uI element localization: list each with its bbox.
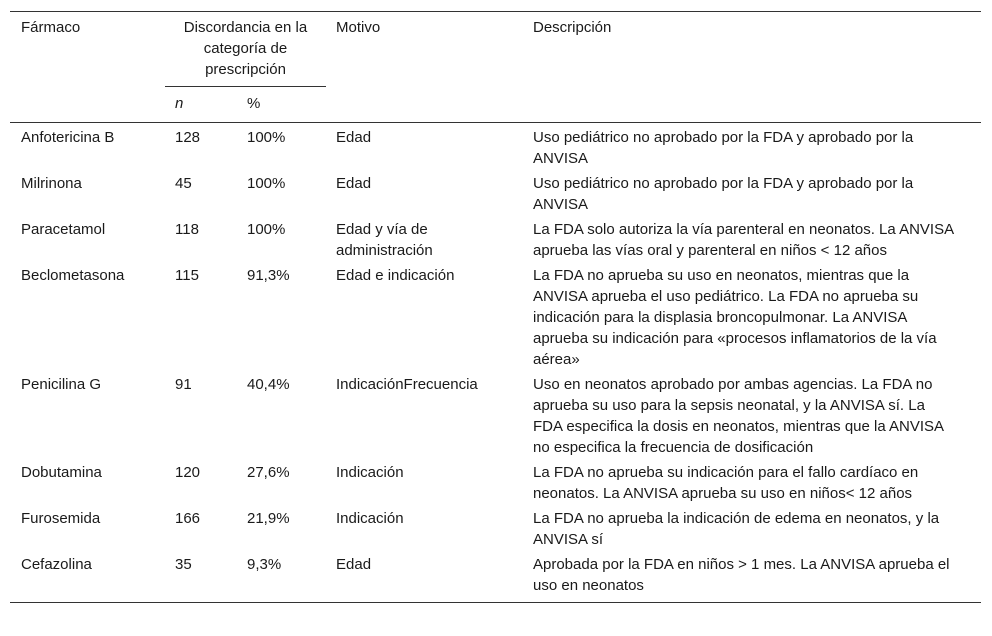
table-row (10, 371, 981, 459)
header-n: n (165, 87, 237, 123)
cell-descripcion: Uso pediátrico no aprobado por la FDA y aprobado por la ANVISA (533, 129, 914, 167)
cell-pct: 91,3% (247, 267, 290, 284)
table-row (10, 216, 981, 262)
cell-pct: 100% (247, 175, 286, 192)
cell-pct: 100% (247, 129, 286, 146)
cell-descripcion: Uso pediátrico no aprobado por la FDA y aprobado por la ANVISA (533, 175, 914, 213)
cell-farmaco: Dobutamina (21, 464, 102, 481)
header-descripcion: Descripción (533, 19, 612, 36)
cell-motivo: Edad (336, 175, 372, 192)
cell-motivo: Edad e indicación (336, 267, 455, 284)
cell-n: 118 (175, 221, 199, 238)
cell-pct: 40,4% (247, 376, 290, 393)
cell-n: 45 (175, 175, 192, 192)
cell-n: 166 (175, 510, 201, 527)
cell-motivo: Indicación (336, 464, 404, 481)
cell-descripcion: La FDA no aprueba su uso en neonatos, mientras que la ANVISA aprueba el uso pediátrico. La FDA no aprueba su indicación para la displasia broncopulmonar. La ANVISA aprueba su indicación para «procesos inflamatorios de la vía aérea» (533, 267, 937, 368)
cell-n: 115 (175, 267, 199, 284)
table-row (10, 170, 981, 216)
cell-pct: 27,6% (247, 464, 290, 481)
cell-motivo: Edad (336, 129, 372, 146)
cell-descripcion: La FDA solo autoriza la vía parenteral en neonatos. La ANVISA aprueba las vías oral y parenteral en niños < 12 años (533, 221, 954, 259)
table-row (10, 459, 981, 505)
cell-pct: 9,3% (247, 556, 282, 573)
cell-descripcion: La FDA no aprueba su indicación para el fallo cardíaco en neonatos. La ANVISA aprueba su uso en niños< 12 años (533, 464, 919, 502)
cell-farmaco: Cefazolina (21, 556, 92, 573)
cell-motivo: Edad (336, 556, 372, 573)
cell-farmaco: Anfotericina B (21, 129, 115, 146)
cell-n: 35 (175, 556, 192, 573)
cell-descripcion: La FDA no aprueba la indicación de edema en neonatos, y la ANVISA sí (533, 510, 940, 548)
cell-motivo: IndicaciónFrecuencia (336, 376, 478, 393)
cell-farmaco: Milrinona (21, 175, 82, 192)
header-pct: % (237, 87, 326, 123)
drug-table (10, 11, 981, 603)
cell-farmaco: Furosemida (21, 510, 101, 527)
header-discordancia (165, 12, 326, 87)
cell-descripcion: Uso en neonatos aprobado por ambas agencias. La FDA no aprueba su uso para la sepsis neonatal, y la ANVISA sí. La FDA especifica la dosis en neonatos, mientras que la ANVISA no especifica la frecuencia de dosificación (533, 376, 944, 456)
cell-farmaco: Paracetamol (21, 221, 106, 238)
cell-descripcion: Aprobada por la FDA en niños > 1 mes. La ANVISA aprueba el uso en neonatos (533, 556, 950, 594)
header-motivo: Motivo (336, 19, 381, 36)
cell-n: 120 (175, 464, 201, 481)
table-row (10, 505, 981, 551)
header-row (10, 12, 981, 87)
cell-motivo: Edad y vía de administración (336, 221, 433, 259)
table-body (10, 123, 981, 603)
cell-pct: 21,9% (247, 510, 290, 527)
cell-motivo: Indicación (336, 510, 404, 527)
cell-n: 128 (175, 129, 201, 146)
header-farmaco: Fármaco (21, 19, 81, 36)
table-row (10, 123, 981, 171)
cell-n: 91 (175, 376, 192, 393)
table-row (10, 551, 981, 603)
header-discordancia-text: Discordancia en la categoría de prescripción (183, 19, 308, 78)
table-row (10, 262, 981, 371)
cell-pct: 100% (247, 221, 286, 238)
cell-farmaco: Beclometasona (21, 267, 125, 284)
cell-farmaco: Penicilina G (21, 376, 102, 393)
